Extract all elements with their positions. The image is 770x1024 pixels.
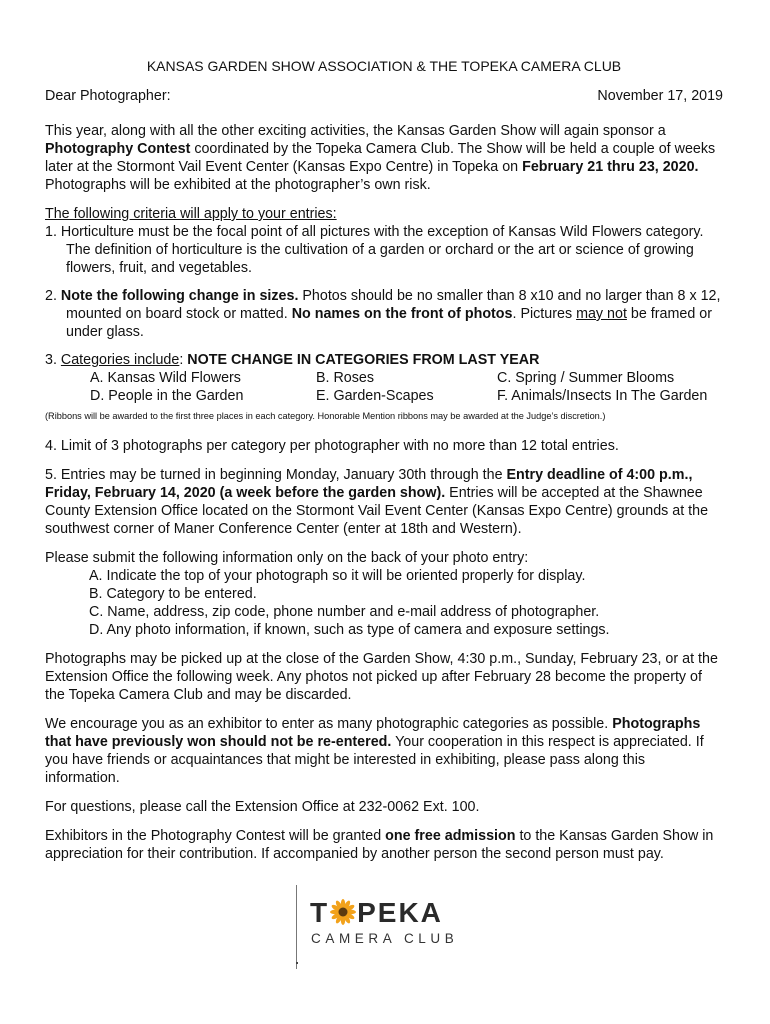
admission-paragraph	[45, 827, 723, 863]
criteria-item-3	[45, 351, 723, 369]
letter-date: November 17, 2019	[597, 88, 723, 104]
item2-text-1: Photos should be no smaller than 8 x10 and no larger than 8 x 12, mounted on board stock or matted.	[66, 288, 721, 322]
logo-subtitle: CAMERA CLUB	[311, 931, 459, 946]
categories-grid	[90, 369, 723, 405]
submit-intro: Please submit the following information only on the back of your photo entry:	[45, 550, 529, 566]
intro-text-2: coordinated by the Topeka Camera Club. The Show will be held a couple of weeks later at the Stormont Vail Event Center (Kansas Expo Centre) in Topeka on	[45, 141, 716, 175]
logo-divider	[296, 885, 297, 969]
logo-letters-peka: PEKA	[357, 897, 443, 928]
category-a: A. Kansas Wild Flowers	[90, 370, 241, 386]
category-b: B. Roses	[316, 370, 375, 386]
item2-text-2: . Pictures	[512, 306, 577, 322]
submit-list	[89, 567, 723, 639]
submit-item-a: A. Indicate the top of your photograph so it will be oriented properly for display.	[89, 568, 586, 584]
item2-text-3: be framed or under glass.	[66, 306, 712, 340]
admission-text-1: Exhibitors in the Photography Contest will be granted	[45, 828, 386, 844]
item3-number: 3.	[45, 352, 61, 368]
category-f: F. Animals/Insects In The Garden	[497, 388, 708, 404]
intro-bold-dates: February 21 thru 23, 2020.	[522, 159, 699, 175]
pickup-paragraph: Photographs may be picked up at the close of the Garden Show, 4:30 p.m., Sunday, February 23, or at the Extension Office the following week. Any photos not picked up after February 28 become the property of the Topeka Camera Club and may be discarded.	[45, 651, 718, 703]
admission-bold: one free admission	[385, 828, 516, 844]
logo-letter-t: T	[310, 897, 330, 928]
category-e: E. Garden-Scapes	[316, 388, 434, 404]
encourage-text-2: Your cooperation in this respect is appreciated. If you have friends or acquaintances that might be interested in exhibiting, please pass along this information.	[45, 734, 704, 786]
item2-underline: may not	[576, 306, 627, 322]
criteria-item-4: 4. Limit of 3 photographs per category per photographer with no more than 12 total entries.	[45, 438, 619, 454]
questions-paragraph: For questions, please call the Extension Office at 232-0062 Ext. 100.	[45, 799, 480, 815]
category-c: C. Spring / Summer Blooms	[497, 370, 675, 386]
item3-colon: :	[179, 352, 188, 368]
intro-text-1: This year, along with all the other exciting activities, the Kansas Garden Show will again sponsor a	[45, 123, 666, 139]
item2-bold-2: No names on the front of photos	[291, 306, 513, 322]
submit-item-d: D. Any photo information, if known, such as type of camera and exposure settings.	[89, 622, 610, 638]
item3-underline: Categories include	[60, 352, 180, 368]
encourage-paragraph	[45, 715, 723, 787]
ribbon-note: (Ribbons will be awarded to the first three places in each category. Honorable Mention ribbons may be awarded at the Judge’s discretion.)	[45, 411, 606, 421]
item5-text-1: 5. Entries may be turned in beginning Monday, January 30th through the	[45, 467, 507, 483]
item2-number: 2.	[45, 288, 61, 304]
submit-item-c: C. Name, address, zip code, phone number and e-mail address of photographer.	[89, 604, 600, 620]
item3-bold: NOTE CHANGE IN CATEGORIES FROM LAST YEAR	[187, 352, 540, 368]
encourage-bold: Photographs that have previously won should not be re-entered.	[45, 716, 701, 750]
admission-text-2: to the Kansas Garden Show in appreciation for their contribution. If accompanied by another person the second person must pay.	[45, 828, 714, 862]
item2-bold-1: Note the following change in sizes.	[60, 288, 299, 304]
logo-wordmark	[310, 897, 443, 929]
criteria-item-1: 1. Horticulture must be the focal point of all pictures with the exception of Kansas Wild Flowers category. The definition of horticulture is the cultivation of a garden or orchard or the art or science of growing flowers, fruit, and vegetables.	[45, 224, 704, 276]
topeka-camera-club-logo	[296, 885, 476, 970]
salutation: Dear Photographer:	[45, 88, 171, 104]
item5-bold: Entry deadline of 4:00 p.m., Friday, February 14, 2020 (a week before the garden show).	[45, 467, 693, 501]
category-d: D. People in the Garden	[90, 388, 244, 404]
submit-item-b: B. Category to be entered.	[89, 586, 257, 602]
criteria-item-5	[45, 466, 723, 538]
stray-dot	[296, 962, 298, 964]
criteria-heading: The following criteria will apply to your entries:	[45, 206, 337, 222]
letter-body	[45, 57, 723, 874]
encourage-text-1: We encourage you as an exhibitor to enter as many photographic categories as possible.	[45, 716, 613, 732]
greeting-row	[45, 87, 723, 105]
criteria-item-2	[45, 287, 723, 341]
intro-text-3: Photographs will be exhibited at the photographer’s own risk.	[45, 177, 431, 193]
item5-text-2: Entries will be accepted at the Shawnee County Extension Office located on the Stormont Vail Event Center (Kansas Expo Centre) grounds at the southwest corner of Maner Conference Center (enter at 18th and Western).	[45, 485, 709, 537]
letter-title: KANSAS GARDEN SHOW ASSOCIATION & THE TOPEKA CAMERA CLUB	[146, 58, 622, 74]
intro-paragraph	[45, 122, 723, 194]
intro-bold-contest: Photography Contest	[45, 141, 191, 157]
sunflower-icon	[330, 899, 356, 925]
